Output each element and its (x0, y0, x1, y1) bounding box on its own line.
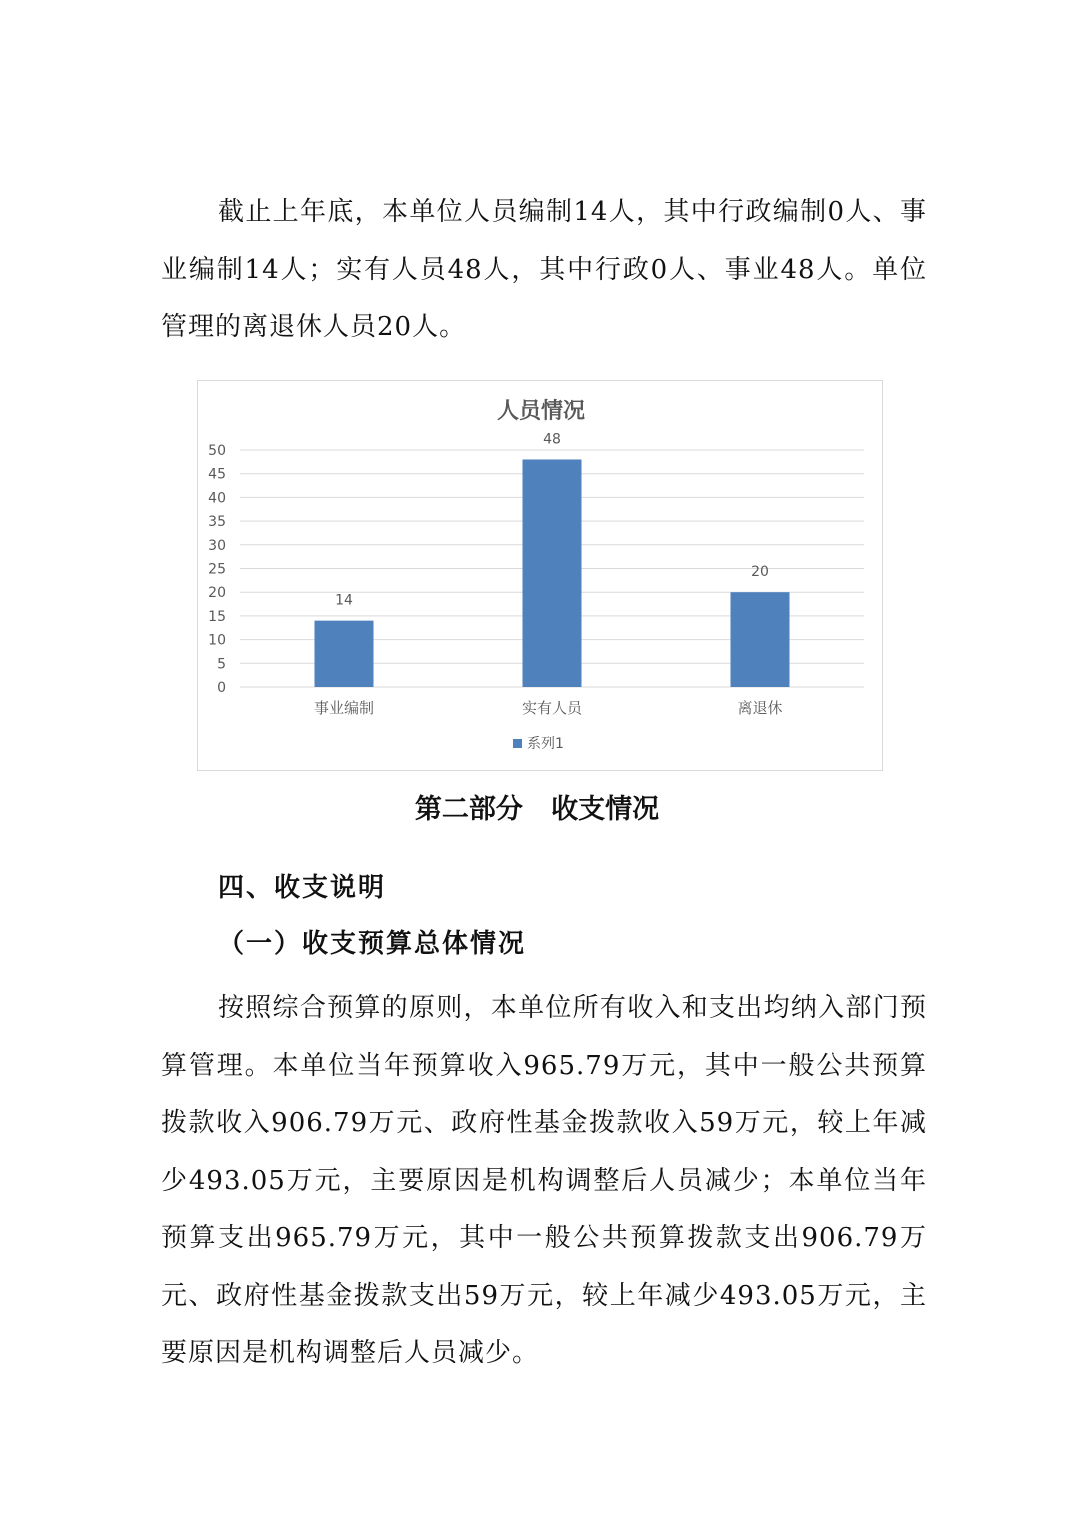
chart-bars (315, 459, 790, 687)
chart-legend (513, 736, 564, 752)
budget-paragraph: 按照综合预算的原则，本单位所有收入和支出均纳入部门预算管理。本单位当年预算收入965.79万元，其中一般公共预算拨款收入906.79万元、政府性基金拨款收入59万元，较上年减少493.05万元，主要原因是机构调整后人员减少；本单位当年预算支出965.79万元，其中一般公共预算拨款支出906.79万元、政府性基金拨款支出59万元，较上年减少493.05万元，主要原因是机构调整后人员减少。 (161, 993, 927, 1368)
chart-y-axis (208, 443, 226, 696)
legend-series-name: 系列1 (527, 736, 564, 752)
bar (315, 621, 374, 687)
chart-title: 人员情况 (496, 399, 586, 424)
staff-chart-svg (198, 381, 884, 772)
section-title: 第二部分 收支情况 (414, 794, 660, 825)
bar (731, 592, 790, 687)
x-category-label: 实有人员 (521, 699, 583, 717)
heading-revenue-expenditure: 四、收支说明 (218, 873, 387, 903)
y-tick-label: 50 (208, 443, 226, 459)
heading-budget-overview: （一）收支预算总体情况 (218, 929, 527, 959)
y-tick-label: 5 (217, 656, 226, 673)
y-tick-label: 25 (208, 561, 226, 578)
y-tick-label: 45 (208, 466, 226, 483)
legend-swatch (513, 739, 522, 748)
y-tick-label: 40 (208, 490, 226, 507)
y-tick-label: 30 (208, 537, 226, 554)
chart-x-axis (314, 699, 783, 717)
data-label: 48 (543, 431, 561, 448)
y-tick-label: 0 (217, 680, 226, 696)
data-label: 20 (751, 564, 769, 581)
y-tick-label: 35 (208, 514, 226, 531)
y-tick-label: 15 (208, 608, 226, 625)
x-category-label: 离退休 (737, 699, 783, 717)
staff-chart (197, 380, 883, 771)
y-tick-label: 10 (208, 632, 226, 649)
data-label: 14 (335, 592, 353, 609)
bar (523, 459, 582, 687)
staffing-paragraph: 截止上年底，本单位人员编制14人，其中行政编制0人、事业编制14人；实有人员48人，其中行政0人、事业48人。单位管理的离退休人员20人。 (161, 197, 927, 342)
x-category-label: 事业编制 (313, 699, 375, 717)
y-tick-label: 20 (208, 585, 226, 602)
